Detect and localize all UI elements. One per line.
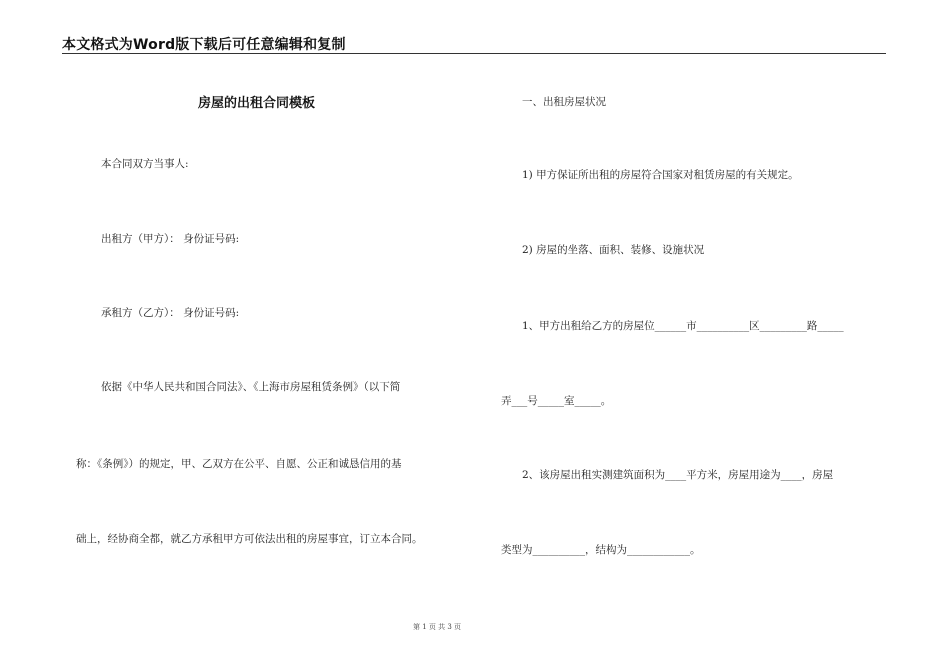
left-paragraph: 础上，经协商全都，就乙方承租甲方可依法出租的房屋事宜，订立本合同。 [76, 533, 423, 545]
right-paragraph: 弄___号_____室_____。 [501, 395, 612, 407]
right-paragraph: 类型为__________，结构为____________。 [501, 544, 701, 556]
download-banner: 本文格式为Word版下载后可任意编辑和复制 [62, 37, 346, 53]
left-paragraph: 承租方（乙方）： 身份证号码: [101, 307, 240, 319]
right-paragraph: 2、该房屋出租实测建筑面积为____平方米，房屋用途为____，房屋 [522, 469, 834, 481]
left-paragraph: 本合同双方当事人: [101, 158, 189, 170]
right-paragraph: 2) 房屋的坐落、面积、装修、设施状况 [522, 244, 705, 256]
left-paragraph: 依据《中华人民共和国合同法》、《上海市房屋租赁条例》（以下简 [101, 381, 401, 393]
banner-divider [62, 53, 886, 54]
page-number: 第 1 页 共 3 页 [413, 623, 462, 631]
left-paragraph: 称：《条例》）的规定，甲、乙双方在公平、自愿、公正和诚恳信用的基 [76, 458, 402, 470]
left-paragraph: 出租方（甲方）： 身份证号码: [101, 233, 240, 245]
section-heading: 一、出租房屋状况 [522, 96, 606, 108]
document-title: 房屋的出租合同模板 [198, 96, 316, 111]
right-paragraph: 1) 甲方保证所出租的房屋符合国家对租赁房屋的有关规定。 [522, 169, 799, 181]
right-paragraph: 1、甲方出租给乙方的房屋位______市__________区_________路_____ [522, 320, 844, 332]
